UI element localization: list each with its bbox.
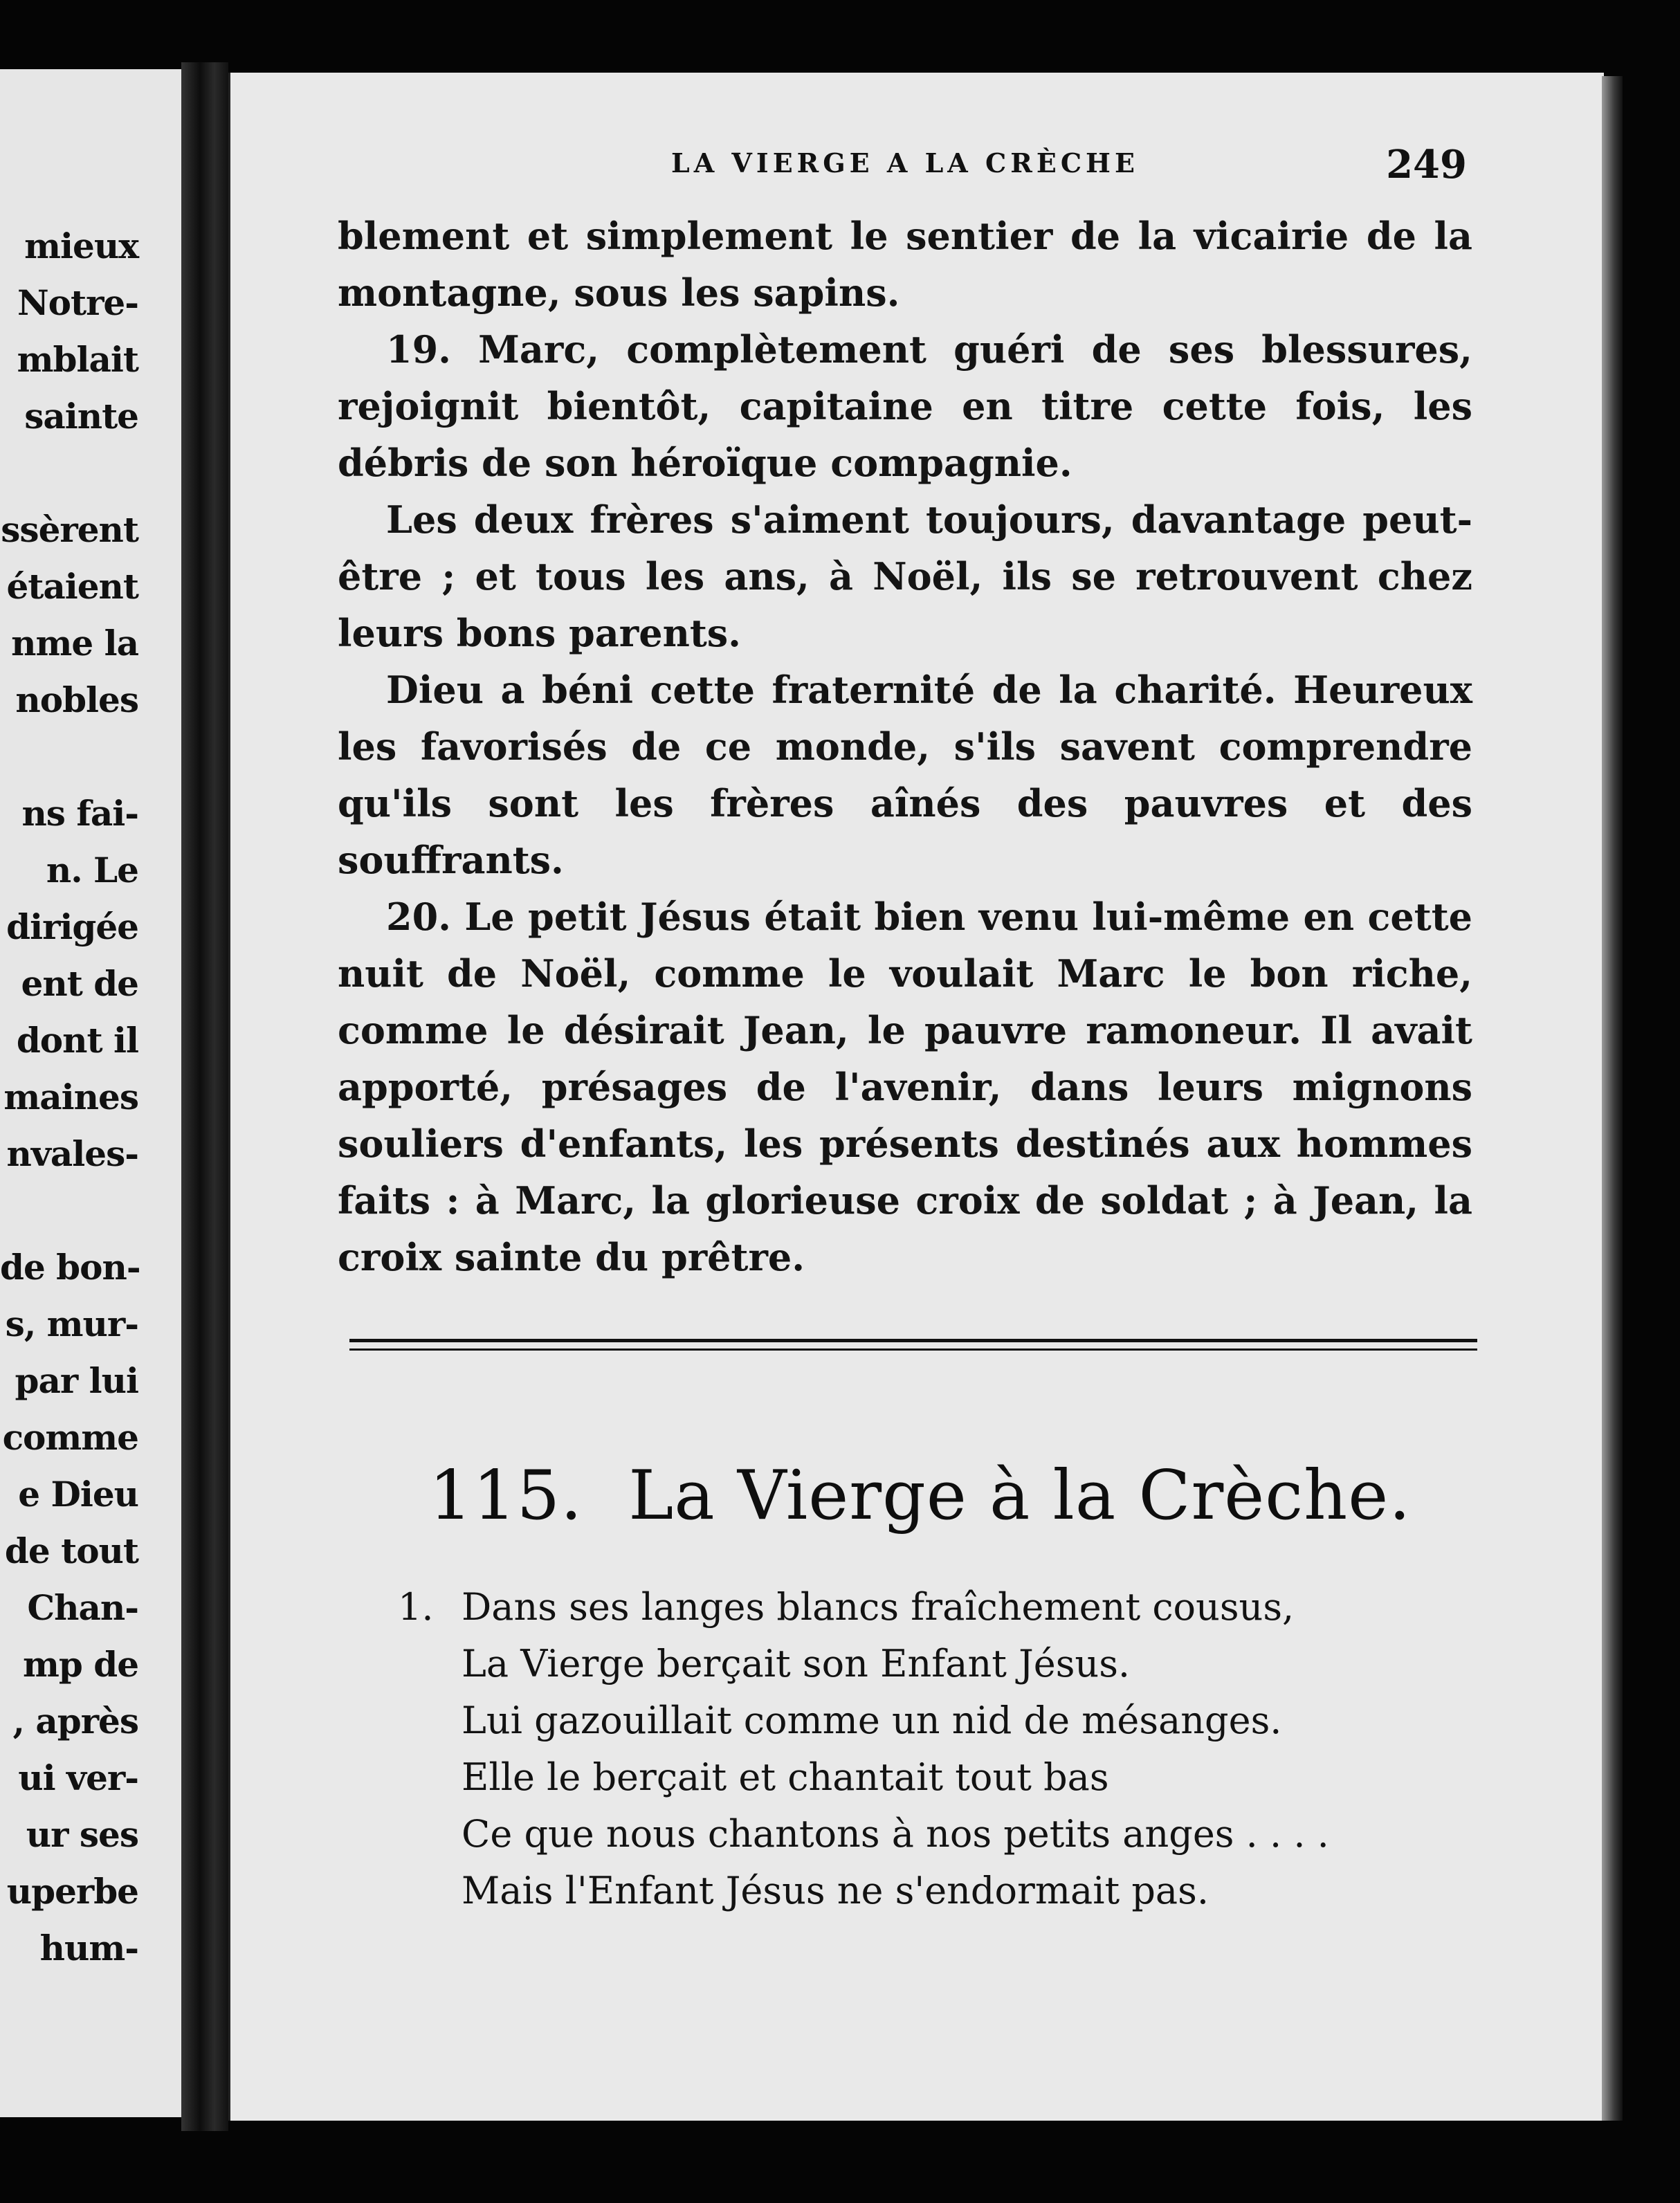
left-page-text — [0, 218, 138, 1977]
section-divider — [349, 1339, 1477, 1360]
left-line: sainte — [24, 396, 138, 437]
left-line: ur ses — [26, 1814, 138, 1855]
left-line: mieux — [24, 226, 138, 266]
divider-rule-thin — [349, 1349, 1477, 1351]
left-line: dirigée — [6, 906, 138, 947]
left-line: s, mur- — [5, 1304, 138, 1344]
page-edge — [1602, 76, 1623, 2121]
left-line: Notre- — [17, 282, 138, 323]
left-line: ns fai- — [21, 793, 138, 834]
left-line — [0, 445, 138, 502]
divider-rule-thick — [349, 1339, 1477, 1342]
left-line: ssèrent — [1, 509, 138, 550]
left-line — [0, 729, 138, 785]
verse-line: Mais l'Enfant Jésus ne s'endormait pas. — [462, 1869, 1209, 1912]
verse-line: Ce que nous chantons à nos petits anges . . . . — [462, 1812, 1329, 1856]
left-line: ui ver- — [18, 1757, 138, 1798]
left-line: étaient — [6, 566, 138, 607]
running-head: LA VIERGE A LA CRÈCHE — [671, 147, 1139, 179]
section-number: 115. — [429, 1456, 583, 1535]
left-line: de tout — [4, 1530, 138, 1571]
verse-line: Dans ses langes blancs fraîchement cousus, — [462, 1585, 1295, 1629]
left-line: maines — [3, 1077, 138, 1117]
section-title: La Vierge à la Crèche. — [628, 1456, 1412, 1535]
paragraph: Dieu a béni cette fraternité de la charité. Heureux les favorisés de ce monde, s'ils savent comprendre qu'ils sont les frères aînés des pauvres et des souffrants. — [338, 668, 1472, 882]
left-line: , après — [12, 1701, 138, 1742]
verse-line: Lui gazouillait comme un nid de mésanges. — [462, 1699, 1282, 1742]
left-line: n. Le — [46, 850, 138, 890]
left-line — [0, 1182, 138, 1239]
book-gutter — [181, 62, 228, 2131]
section-heading — [429, 1456, 1467, 1535]
left-line: dont il — [16, 1020, 138, 1061]
left-line: Chan- — [27, 1587, 138, 1628]
left-line: ent de — [21, 963, 138, 1004]
left-line: uperbe — [6, 1871, 138, 1912]
left-line: e Dieu — [18, 1474, 138, 1515]
body-text — [338, 208, 1472, 1286]
left-line: de bon- — [0, 1247, 140, 1288]
verse-line: Elle le berçait et chantait tout bas — [462, 1755, 1109, 1799]
left-line: nme la — [11, 623, 138, 664]
page-header — [443, 142, 1467, 190]
paragraph: 19. Marc, complètement guéri de ses blessures, rejoignit bientôt, capitaine en titre cette fois, les débris de son héroïque compagnie. — [338, 327, 1472, 485]
left-line: mblait — [17, 339, 138, 380]
paragraph: 20. Le petit Jésus était bien venu lui-même en cette nuit de Noël, comme le voulait Marc le bon riche, comme le désirait Jean, le pauvre ramoneur. Il avait apporté, présages de l'avenir, dans leurs mignons souliers d'enfants, les présents destinés aux hommes faits : à Marc, la glorieuse croix de soldat ; à Jean, la croix sainte du prêtre. — [338, 895, 1472, 1279]
stanza-number: 1. — [398, 1585, 434, 1629]
left-line: nvales- — [6, 1133, 138, 1174]
paragraph: blement et simplement le sentier de la vicairie de la montagne, sous les sapins. — [338, 214, 1472, 315]
page-number: 249 — [1386, 142, 1467, 188]
left-line: nobles — [15, 679, 138, 720]
left-line: comme — [2, 1417, 138, 1458]
left-line: mp de — [22, 1644, 138, 1685]
paragraph: Les deux frères s'aiment toujours, davantage peut-être ; et tous les ans, à Noël, ils se retrouvent chez leurs bons parents. — [338, 497, 1472, 655]
left-facing-page — [0, 69, 181, 2117]
left-line: par lui — [15, 1360, 138, 1401]
stanza-lines — [462, 1579, 1329, 1919]
left-line: hum- — [39, 1928, 138, 1968]
verse-line: La Vierge berçait son Enfant Jésus. — [462, 1642, 1131, 1685]
